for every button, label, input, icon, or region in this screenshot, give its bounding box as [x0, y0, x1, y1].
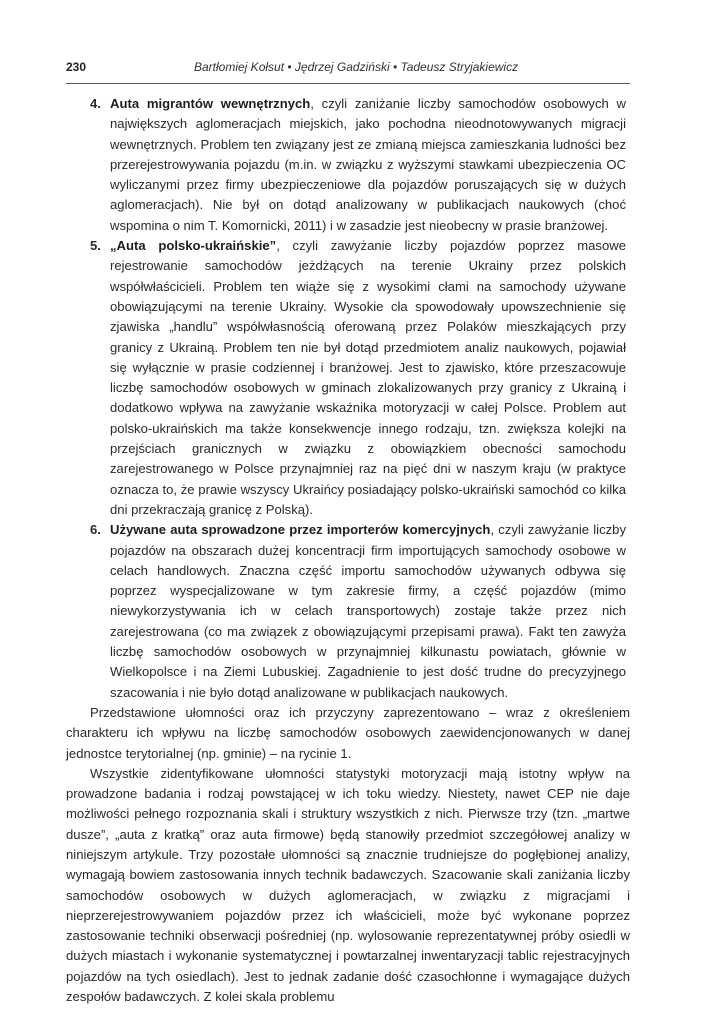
running-header	[66, 60, 630, 84]
list-item-text: , czyli zawyżanie liczby pojazdów na obszarach dużej koncentracji firm importujących samochody osobowe w celach handlowych. Znaczna część importu samochodów używanych odbywa się poprzez wyspecjalizowane w tym zakresie firmy, a część pojazdów (mimo niewykorzystywania ich w celach transportowych) zostaje także przez nich zarejestrowana (co ma związek z obowiązującymi przepisami prawa). Fakt ten zawyża liczbę samochodów osobowych w przynajmniej kilkunastu powiatach, głównie w Wielkopolsce i na Ziemi Lubuskiej. Zagadnienie to jest dość trudne do precyzyjnego szacowania i nie było dotąd analizowane w publikacjach naukowych.	[110, 522, 626, 700]
running-head-authors: Bartłomiej Kołsut • Jędrzej Gadziński • Tadeusz Stryjakiewicz	[194, 60, 519, 74]
list-item-term: Używane auta sprowadzone przez importerów komercyjnych	[110, 522, 491, 538]
document-page	[66, 60, 630, 1007]
list-item-term: „Auta polsko-ukraińskie”	[110, 238, 277, 254]
list-item	[66, 94, 630, 236]
body-text	[66, 94, 630, 1007]
list-item-number: 5.	[90, 238, 101, 254]
numbered-list	[66, 94, 630, 703]
paragraph: Przedstawione ułomności oraz ich przyczyny zaprezentowano – wraz z określeniem charakteru ich wpływu na liczbę samochodów osobowych zaewidencjonowanych w danej jednostce terytorialnej (np. gminie) – na rycinie 1.	[66, 704, 630, 761]
paragraph: Wszystkie zidentyfikowane ułomności statystyki motoryzacji mają istotny wpływ na prowadzone badania i rodzaj powstającej w ich toku wiedzy. Niestety, nawet CEP nie daje możliwości pełnego rozpoznania skali i struktury wszystkich z nich. Pierwsze trzy (tzn. „martwe dusze”, „auta z kratką” oraz auta firmowe) będą stanowiły przedmiot szczegółowej analizy w niniejszym artykule. Trzy pozostałe ułomności są znacznie trudniejsze do pogłębionej analizy, wymagają bowiem zastosowania innych technik badawczych. Szacowanie skali zaniżania liczby samochodów osobowych w dużych aglomeracjach, w związku z migracjami i nieprzerejestrowywaniem pojazdów przez ich właścicieli, może być wykonane poprzez zastosowanie techniki obserwacji pośredniej (np. wylosowanie reprezentatywnej próby osiedli w dużych miastach i wykonanie systematycznej i powtarzalnej inwentaryzacji tablic rejestracyjnych pojazdów na tych osiedlach). Jest to jednak zadanie dość czasochłonne i wymagające dużych zespołów badawczych. Z kolei skala problemu	[66, 765, 630, 1005]
list-item-number: 4.	[90, 96, 101, 111]
list-item-text: , czyli zaniżanie liczby samochodów osobowych w największych aglomeracjach miejskich, jako pochodna nieodnotowywanych migracji wewnętrznych. Problem ten związany jest ze zmianą miejsca zamieszkania ludności bez przerejestrowywania pojazdu (m.in. w związku z wyższymi stawkami ubezpieczenia OC wyliczanymi przez firmy ubezpieczeniowe dla pojazdów poruszających się w dużych aglomeracjach). Nie był on dotąd analizowany w publikacjach naukowych (choć wspomina o nim T. Komornicki, 2011) i w zasadzie jest nieobecny w prasie branżowej.	[110, 96, 626, 233]
list-item-term: Auta migrantów wewnętrznych	[110, 96, 311, 111]
list-item-number: 6.	[90, 522, 101, 538]
list-item	[66, 236, 630, 520]
list-item-text: , czyli zawyżanie liczby pojazdów poprzez masowe rejestrowanie samochodów jeżdżących na terenie Ukrainy przez polskich współwłaścicieli. Problem ten wiąże się z wysokimi cłami na samochody używane obowiązującymi na terenie Ukrainy. Wysokie cła spowodowały upowszechnienie się zjawiska „handlu” współwłasnością oferowaną przez Polaków mieszkających przy granicy z Ukrainą. Problem ten nie był dotąd przedmiotem analiz naukowych, pojawiał się wyłącznie w prasie codziennej i branżowej. Jest to zjawisko, które przeszacowuje liczbę samochodów osobowych w gminach zlokalizowanych przy granicy z Ukrainą i dodatkowo wpływa na zawyżanie wskaźnika motoryzacji w całej Polsce. Problem aut polsko-ukraińskich ma także konsekwencje innego rodzaju, tzn. zwiększa kolejki na przejściach granicznych w związku z obowiązkiem obecności samochodu zarejestrowanego w Polsce przynajmniej raz na pięć dni w naszym kraju (w praktyce oznacza to, że prawie wszyscy Ukraińcy posiadający polsko-ukraiński samochód co kilka dni przekraczają granicę z Polską).	[110, 238, 626, 517]
list-item	[66, 520, 630, 703]
page-number: 230	[66, 60, 87, 74]
